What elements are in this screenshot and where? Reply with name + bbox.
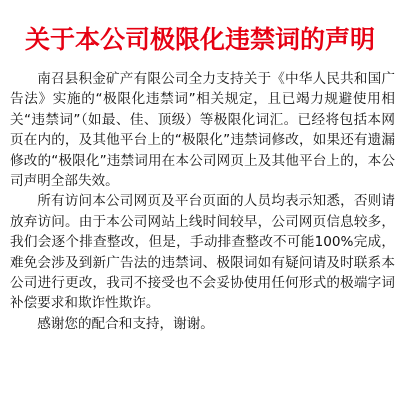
paragraph-compliance: 南召县积金矿产有限公司全力支持关于《中华人民共和国广告法》实施的“极限化违禁词”相关规定，且已竭力规避使用相关“违禁词”（如最、佳、顶级）等极限化词汇。已经将包括本网页在内的，及其他平台上的“极限化”违禁词修改，如果还有遗漏修改的“极限化”违禁词用在本公司网页上及其他平台上的，本公司声明全部失效。	[10, 71, 395, 190]
paragraph-notice: 所有访问本公司网页及平台页面的人员均表示知悉，否则请放弃访问。由于本公司网站上线时间较早，公司网页信息较多，我们会逐个排查整改，但是，手动排查整改不可能100%完成，难免会涉及到新广告法的违禁词、极限词如有疑问请及时联系本公司进行更改，我司不接受也不会妥协使用任何形式的极端字词补偿要求和欺诈性欺诈。	[10, 193, 395, 312]
statement-body	[10, 69, 395, 334]
paragraph-thanks: 感谢您的配合和支持，谢谢。	[37, 315, 214, 332]
statement-title: 关于本公司极限化违禁词的声明	[24, 25, 375, 54]
